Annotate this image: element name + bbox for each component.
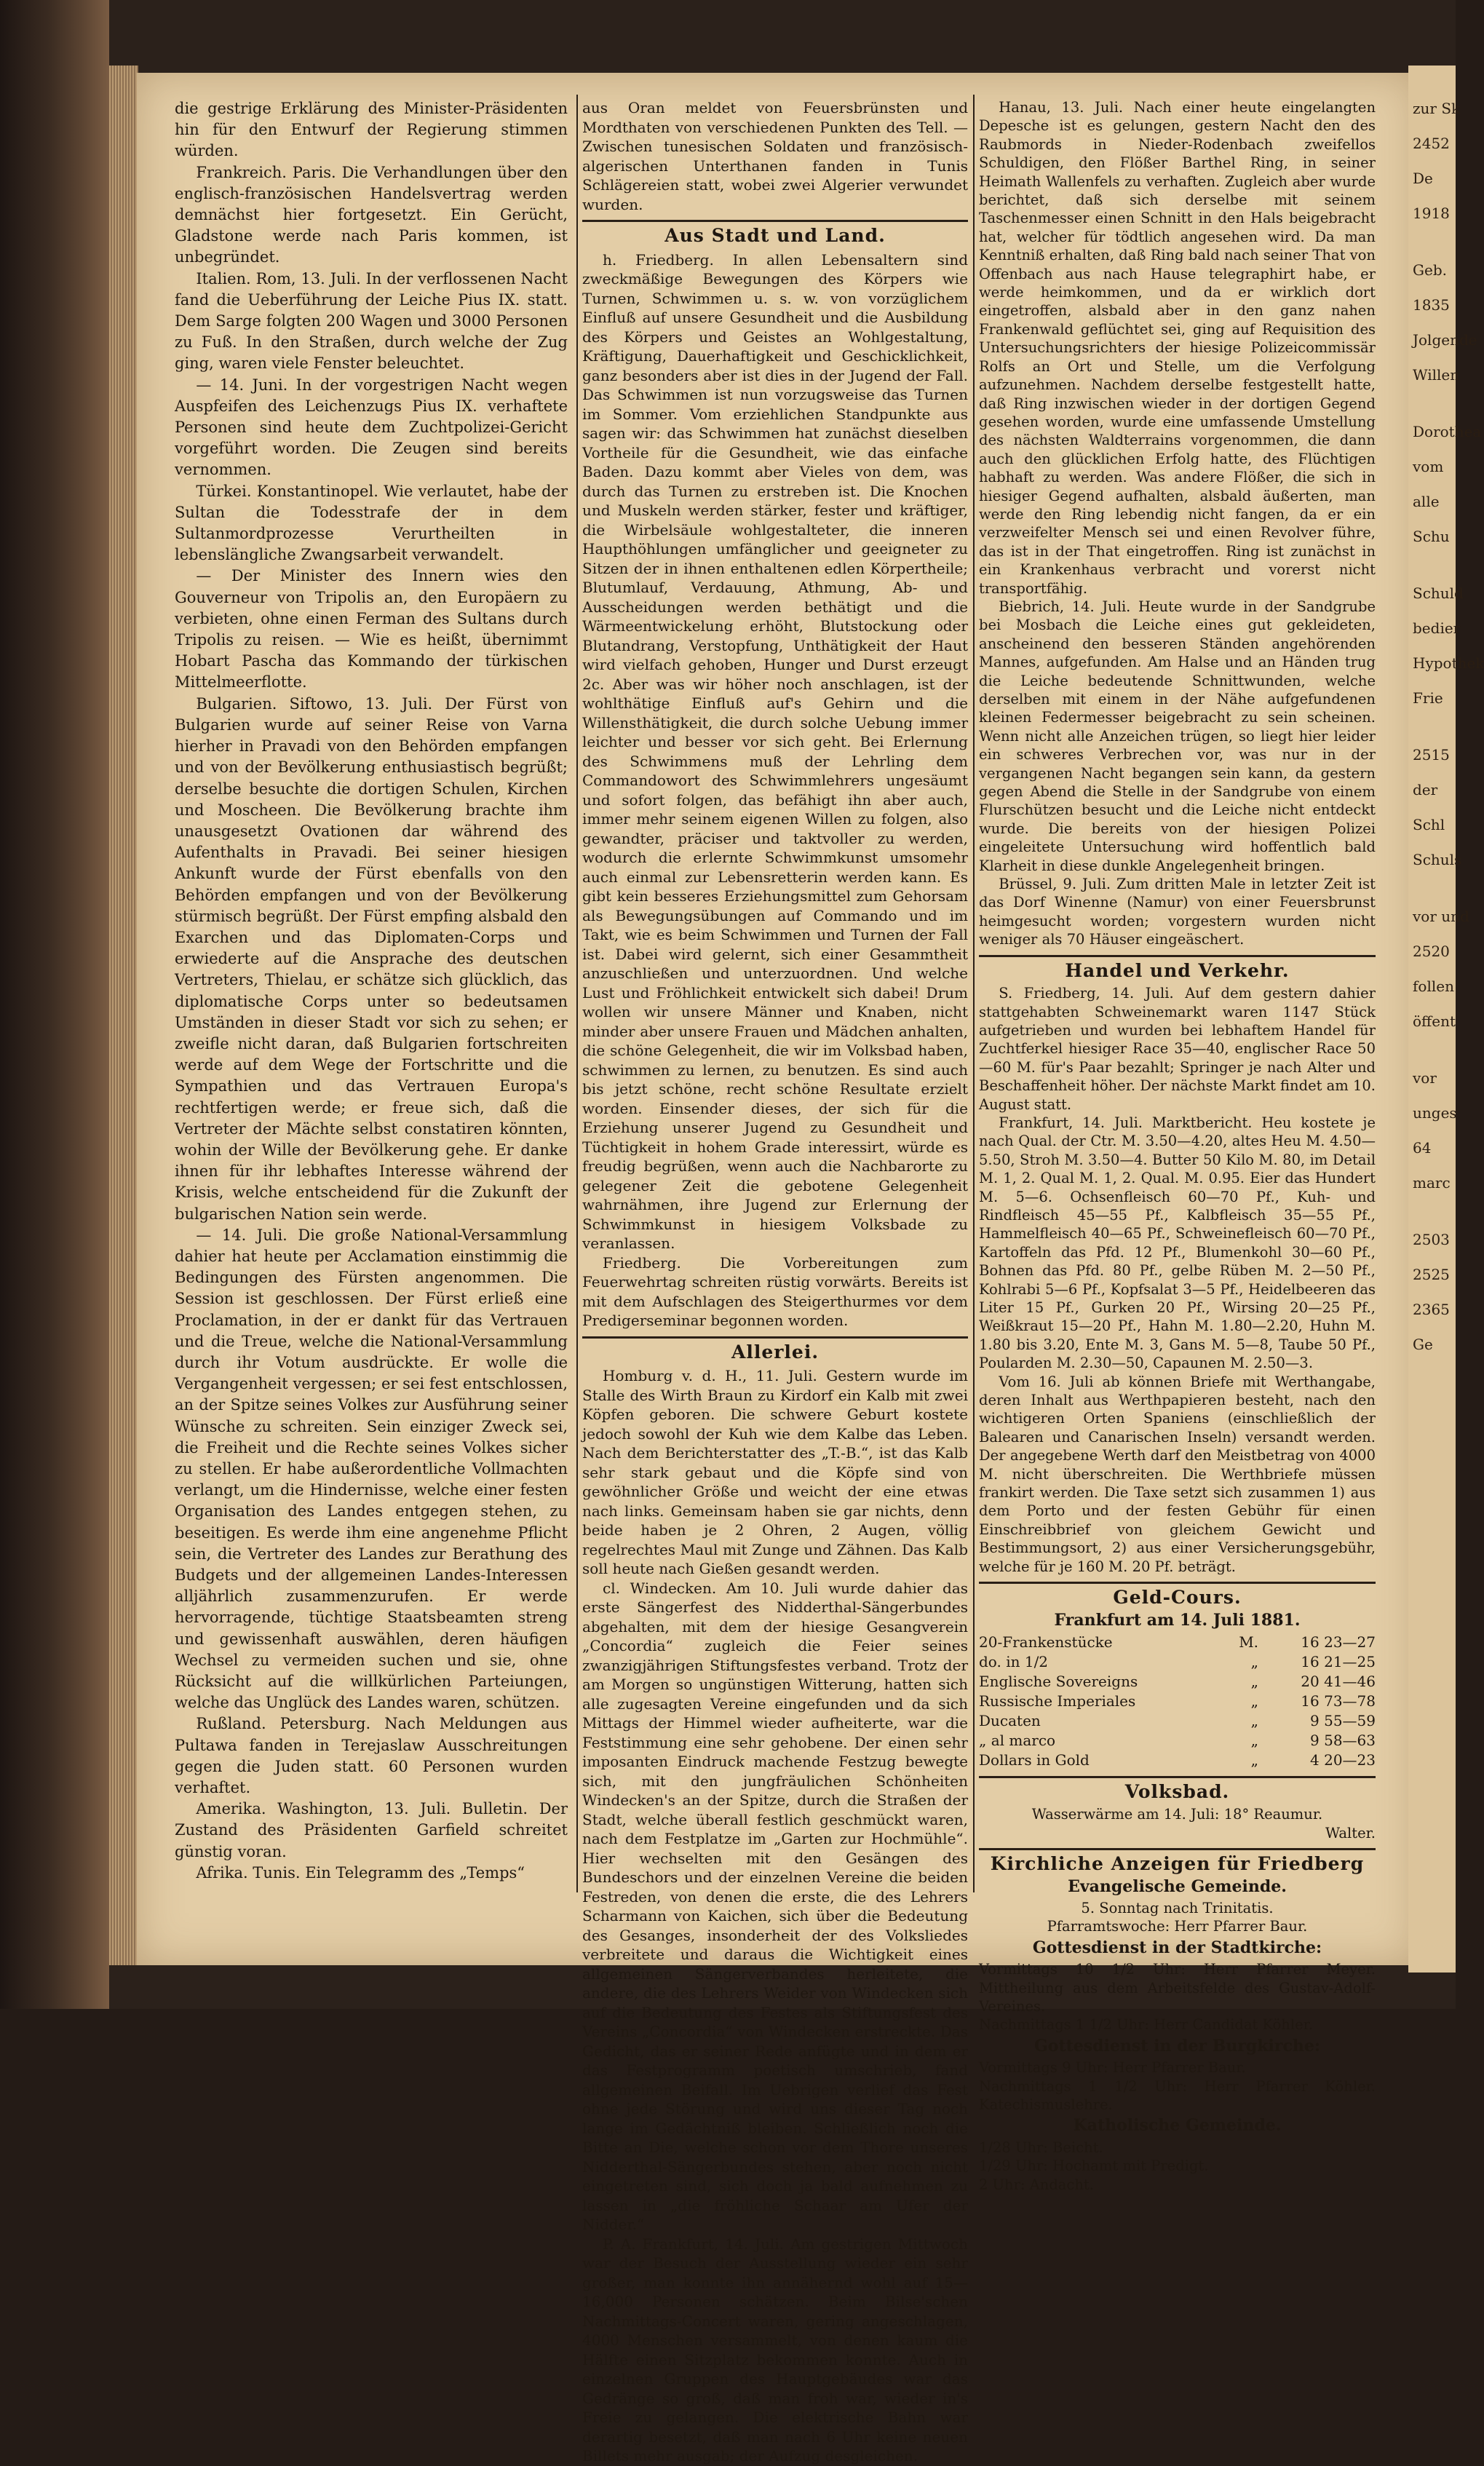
edge-fragment: alle <box>1413 493 1440 510</box>
service-line: Vormittags 9 Uhr: Herr Pfarrer Baur. <box>979 2059 1246 2077</box>
service-line: 2 Uhr: Andacht. <box>979 2176 1094 2193</box>
column-regional-commerce <box>979 98 1376 2194</box>
section-heading-volksbad: Volksbad. <box>979 1776 1376 1801</box>
edge-fragment: 2365 <box>1413 1301 1450 1318</box>
edge-fragment: 2503 <box>1413 1231 1450 1248</box>
paragraph: Afrika. Tunis. Ein Telegramm des „Temps“ <box>196 1863 525 1882</box>
water-temperature: Wasserwärme am 14. Juli: 18° Reaumur. <box>1031 1806 1323 1823</box>
table-row <box>979 1692 1376 1711</box>
currency-value: 16 21—25 <box>1301 1652 1376 1670</box>
service-line: Nachmittags 1 1/2 Uhr: Herr Pfarrer Köhler. Katechismuslehre. <box>979 2077 1376 2113</box>
paragraph: die gestrige Erklärung des Minister-Präsidenten hin für den Entwurf der Regierung stimmen würden. <box>175 100 568 160</box>
edge-fragment: 2452 <box>1413 135 1450 152</box>
paragraph: S. Friedberg, 14. Juli. Auf dem gestern dahier stattgehabten Schweinemarkt waren 1147 Stück aufgetrieben und wurden bei lebhaftem Handel für Zuchtferkel hiesiger Race 35—40, englischer Race 50—60 M. für's Paar bezahlt; Springer je nach Alter und Beschaffenheit höher. Der nächste Markt findet am 10. August statt. <box>979 985 1376 1113</box>
paragraph: cl. Windecken. Am 10. Juli wurde dahier das erste Sängerfest des Nidderthal-Sängerbundes abgehalten, mit dem der hiesige Gesangverein „Concordia“ zugleich die Feier seines zwanzigjährigen Stiftungsfestes verband. Trotz der am Morgen so ungünstigen Witterung, hatten sich alle zugesagten Vereine eingefunden und da sich Mittags der Himmel wieder aufheiterte, war die Feststimmung eine sehr gehobene. Der einen sehr imposanten Eindruck machende Festzug bewegte sich, mit den jungfräulichen Schönheiten Windecken's an der Spitze, durch die Straßen der Stadt, welche überall festlich geschmückt waren, nach dem Festplatze im „Garten zur Hochmühle“. Hier wechselten mit den Gesängen des Bundeschors und der einzelnen Vereine die beiden Festreden, von denen die erste, die des Lehrers Scharmann von Kaichen, sich über die Bedeutung des Gesanges, insonderheit der des Volksliedes verbreitete und daraus die Wichtigkeit eines allgemeinen Sängerverbandes herleitete, die andere, die des Lehrers Weider von Windecken sich auf die Bedeutung des Festes als Stiftungsfest des Vereins „Concordia“ von Windecken erstreckte. Das Gedicht, das er seiner Rede anfügte und in dem er das Festprogramm poetisch umschrieb, fand allgemeinen Beifall. Im Uebrigen verlief das Fest ohne jede Störung und wird uns dieser Tag noch lange im Gedächtniß bleiben. Schließlich noch die Bitte an Die, welche schon vor dem Thore unseres Nidderthal-Sängerbundes stehen, aber noch nicht eingetreten sind, sich doch ja bald aufnehmen zu lassen in „die fröhliche Schaar am Ufer der Nidder.“ <box>582 1579 968 2233</box>
column-rule-1 <box>576 95 578 1892</box>
edge-fragment: Willen <box>1413 366 1460 384</box>
service-line: Nachmittags 1 1/2 Uhr: Herr Candidat Köhler. <box>979 2016 1314 2034</box>
currency-unit: M. <box>1239 1633 1259 1651</box>
table-row <box>979 1633 1376 1652</box>
table-row <box>979 1652 1376 1672</box>
pastor-week: Pfarramtswoche: Herr Pfarrer Baur. <box>1047 1918 1308 1935</box>
section-heading-allerlei: Allerlei. <box>582 1336 968 1363</box>
adjacent-page-edge <box>1408 66 1484 1973</box>
book-binding <box>0 0 109 2009</box>
section-heading-geld-cours: Geld-Cours. <box>979 1582 1376 1606</box>
currency-unit: „ <box>1250 1751 1259 1769</box>
exchange-rate-table <box>979 1633 1376 1770</box>
service-line: 1/28 Uhr: Beicht. <box>979 2138 1103 2156</box>
edge-fragment: öffent <box>1413 1012 1456 1030</box>
paragraph: Italien. Rom, 13. Juli. In der verflossenen Nacht fand die Ueberführung der Leiche Pius IX. statt. Dem Sarge folgten 200 Wagen und 3000 Personen zu Fuß. In den Straßen, durch welche der Zug ging, waren viele Fenster beleuchtet. <box>175 269 568 373</box>
paragraph: Frankfurt, 14. Juli. Marktbericht. Heu kostete je nach Qual. der Ctr. M. 3.50—4.20, altes Heu M. 4.50—5.50, Stroh M. 3.50—4. Butter 50 Kilo M. 80, im Detail M. 1, 2. Qual M. 1, 2. Qual. M. 0.95. Eier das Hundert M. 5—6. Ochsenfleisch 60—70 Pf., Kuh- und Rindfleisch 45—55 Pf., Kalbfleisch 35—55 Pf., Hammelfleisch 40—65 Pf., Schweinefleisch 60—70 Pf., Kartoffeln das Pfd. 12 Pf., Blumenkohl 30—60 Pf., Bohnen das Pfd. 80 Pf., gelbe Rüben M. 2—50 Pf., Kohlrabi 5—6 Pf., Kopfsalat 3—5 Pf., Heidelbeeren das Liter 15 Pf., Gurken 20 Pf., Wirsing 20—25 Pf., Weißkraut 15—20 Pf., Hahn M. 1.80—2.20, Huhn M. 1.80 bis 3.20, Ente M. 3, Gans M. 5—8, Taube 50 Pf., Poularden M. 2.30—50, Capaunen M. 2.50—3. <box>979 1114 1376 1372</box>
edge-fragment: 1835 <box>1413 296 1450 314</box>
edge-fragment: der <box>1413 781 1438 798</box>
catholic-heading: Katholische Gemeinde. <box>1073 2116 1282 2136</box>
paragraph: Vom 16. Juli ab können Briefe mit Werthangabe, deren Inhalt aus Werthpapieren besteht, nach den wichtigeren Orten Spaniens (einschließlich der Balearen und Canarischen Inseln) versandt werden. Der angegebene Werth darf den Meistbetrag von 4000 M. nicht überschreiten. Die Werthbriefe müssen frankirt werden. Die Taxe setzt sich zusammen 1) aus dem Porto und der festen Gebühr für einen Einschreibbrief von gleichem Gewicht und Bestimmungsort, 2) aus einer Versicherungsgebühr, welche für je 160 M. 20 Pf. beträgt. <box>979 1373 1376 1575</box>
currency-label: Russische Imperiales <box>979 1692 1136 1710</box>
edge-fragment: bedier <box>1413 619 1461 637</box>
column-politics <box>175 98 568 1884</box>
currency-value: 20 41—46 <box>1301 1672 1376 1690</box>
paragraph: aus Oran meldet von Feuersbrünsten und Mordthaten von verschiedenen Punkten des Tell. — Zwischen tunesischen Soldaten und französisch-algerischen Unterthanen fanden in Tunis Schlägereien statt, wobei zwei Algerier verwundet wurden. <box>582 99 968 213</box>
paragraph: Türkei. Konstantinopel. Wie verlautet, habe der Sultan die Todesstrafe der in dem Sultanmordprozesse Verurtheilten in lebenslängliche Zwangsarbeit verwandelt. <box>175 482 568 564</box>
paragraph: h. Friedberg. In allen Lebensaltern sind zweckmäßige Bewegungen des Körpers wie Turnen, Schwimmen u. s. w. von vorzüglichem Einfluß auf unsere Gesundheit und die Ausbildung des Körpers und Geistes an Wohlgestaltung, Kräftigung, Dauerhaftigkeit und Geschicklichkeit, ganz besonders aber ist dies in der Jugend der Fall. Das Schwimmen ist nun vorzugsweise das Turnen im Sommer. Vom erziehlichen Standpunkte aus sagen wir: das Schwimmen hat zunächst dieselben Vortheile für die Gesundheit, wie das einfache Baden. Dazu kommt aber Vieles von dem, was durch das Turnen zu erstreben ist. Die Knochen und Muskeln werden stärker, fester und kräftiger, die Wirbelsäule wohlgestalteter, die inneren Haupthöhlungen umfänglicher und geeigneter zu Sitzen der in ihnen enthaltenen edlen Körpertheile; Blutumlauf, Verdauung, Athmung, Ab- und Ausscheidungen werden bethätigt und die Wärmeentwickelung erhöht, Blutstockung oder Blutandrang, Verstopfung, Unthätigkeit der Haut wird vielfach gehoben, Hunger und Durst erzeugt 2c. Aber was wir höher noch anschlagen, ist der wohlthätige Einfluß auf's Gehirn und die Willensthätigkeit, die durch solche Uebung immer leichter und besser vor sich geht. Bei Erlernung des Schwimmens muß der Lehrling dem Commandowort des Schwimmlehrers ungesäumt und sofort folgen, das befähigt ihn aber auch, immer mehr seinem eigenen Willen zu folgen, also gewandter, präciser und taktvoller zu werden, wodurch die erlernte Schwimmkunst umsomehr auch einmal zur Lebensretterin werden kann. Es gibt kein besseres Erziehungsmittel zum Gehorsam als Bewegungsübungen auf Commando und im Takt, wie es beim Schwimmen und Turnen der Fall ist. Dabei wird gelernt, sich einer Gesammtheit anzuschließen und unterzuordnen. Und welche Lust und Fröhlichkeit entwickelt sich dabei! Drum wollen wir unsere Männer und Knaben, nicht minder aber unsere Frauen und Mädchen anhalten, die schöne Gelegenheit, die wir im Volksbad haben, schwimmen zu lernen, zu benutzen. Es sind auch bis jetzt schöne, recht schöne Resultate erzielt worden. Einsender dieses, der sich für die Erziehung unserer Jugend zu Gesundheit und Tüchtigkeit in hohem Grade interessirt, würde es freudig begrüßen, wenn auch die Nachbarorte zu gelegener Zeit die gebotene Gelegenheit wahrnähmen, ihre Jugend zur Erlernung der Schwimmkunst in hiesigem Volksbade zu veranlassen. <box>582 250 968 1252</box>
edge-fragment: Frie <box>1413 689 1443 707</box>
paragraph: — 14. Juni. In der vorgestrigen Nacht wegen Auspfeifen des Leichenzugs Pius IX. verhaftete Personen sind heute dem Zuchtpolizei-Gericht vorgeführt worden. Die Zeugen sind bereits vernommen. <box>175 376 568 479</box>
edge-fragment: vor und <box>1413 908 1469 925</box>
currency-unit: „ <box>1250 1652 1259 1670</box>
exchange-date: Frankfurt am 14. Juli 1881. <box>1054 1610 1301 1630</box>
currency-value: 9 55—59 <box>1310 1711 1376 1729</box>
edge-fragment: Schl <box>1413 816 1445 833</box>
sunday-name: 5. Sonntag nach Trinitatis. <box>1081 1899 1274 1916</box>
edge-fragment: Hypothek <box>1413 654 1484 672</box>
currency-label: Englische Sovereigns <box>979 1672 1138 1690</box>
section-heading-aus-stadt-und-land: Aus Stadt und Land. <box>582 220 968 246</box>
paragraph: Bulgarien. Siftowo, 13. Juli. Der Fürst von Bulgarien wurde auf seiner Reise von Varna hierher in Pravadi von den Behörden empfangen und von der Bevölkerung enthusiastisch begrüßt; derselbe besuchte die dortigen Schulen, Kirchen und Moscheen. Die Bevölkerung brachte ihm unausgesetzt Ovationen dar während des Aufenthalts in Pravadi. Bei seiner hiesigen Ankunft wurde der Fürst ebenfalls von den Behörden empfangen und von der Bevölkerung stürmisch begrüßt. Der Fürst empfing alsbald den Exarchen und das Diplomaten-Corps und erwiederte auf die Ansprache des deutschen Vertreters, Thielau, er schätze sich glücklich, das diplomatische Corps unter so bedeutsamen Umständen in dieser Stadt vor sich zu sehen; er zweifle nicht daran, daß Bulgarien fortschreiten werde auf dem Wege der Fortschritte und die Sympathien und das Vertrauen Europa's rechtfertigen werde; er freue sich, daß die Vertreter der Mächte selbst constatiren könnten, wohin der Wille der Bevölkerung gehe. Er danke ihnen für ihr lebhaftes Interesse während der Krisis, welche entscheidend für die Zukunft der bulgarischen Nation sein werde. <box>175 694 568 1223</box>
edge-fragment: Ge <box>1413 1336 1433 1353</box>
paragraph: Rußland. Petersburg. Nach Meldungen aus Pultawa fanden in Terejaslaw Ausschreitungen gegen die Juden statt. 60 Personen wurden verhaftet. <box>175 1715 568 1797</box>
paragraph: Frankreich. Paris. Die Verhandlungen über den englisch-französischen Handelsvertrag werden demnächst hier fortgesetzt. Ein Gerücht, Gladstone werde nach Paris kommen, ist unbegründet. <box>175 163 568 266</box>
edge-fragment: Schuls <box>1413 851 1462 868</box>
table-row <box>979 1711 1376 1731</box>
column-local-news <box>582 98 968 2466</box>
edge-fragment: 2525 <box>1413 1266 1450 1283</box>
table-row <box>979 1731 1376 1751</box>
edge-fragment: Schu <box>1413 528 1450 545</box>
currency-value: 9 58—63 <box>1310 1731 1376 1749</box>
burgkirche-heading: Gottesdienst in der Burgkirche: <box>1033 2036 1320 2055</box>
currency-unit: „ <box>1250 1711 1259 1729</box>
currency-unit: „ <box>1250 1692 1259 1710</box>
section-heading-kirchliche-anzeigen: Kirchliche Anzeigen für Friedberg <box>979 1848 1376 1873</box>
currency-value: 4 20—23 <box>1310 1751 1376 1769</box>
currency-label: Ducaten <box>979 1711 1041 1729</box>
paragraph: P. A. Frankfurt, 14. Juli. Am gestrigen Mittwoch war der Besuch der Ausstellung wieder ein sehr großer, man konnte ihn annähernd wohl auf 15—16,000 Personen schätzen. Beim Bilse'schen Nachmittags-Concert waren, gering angeschlagen, 4000 Menschen versammelt, von denen kaum die Hälfte einen Sitzplatz bekommen konnte. Auch in einzelnen Gruppen des Hauptgebäudes war das Gedränge so groß, daß man froh war, wieder in's Freie zu gelangen. Die elektrische Bahn war derartig besetzt, daß man nach 6 Uhr keine neuen Billets mehr ausgab; der Aufzug desgleichen. <box>582 2235 968 2465</box>
currency-unit: „ <box>1250 1731 1259 1749</box>
stadtkirche-heading: Gottesdienst in der Stadtkirche: <box>1032 1938 1322 1957</box>
edge-fragment: 1918 <box>1413 205 1450 222</box>
edge-fragment: unges <box>1413 1104 1457 1122</box>
paragraph: Biebrich, 14. Juli. Heute wurde in der Sandgrube bei Mosbach die Leiche eines gut gekleideten, anscheinend den besseren Ständen angehörenden Mannes, aufgefunden. Am Halse und an Händen trug die Leiche bedeutende Schnittwunden, welche derselben mit einem in der Nähe aufgefundenen kleinen Federmesser beigebracht zu sein scheinen. Wenn nicht alle Anzeichen trügen, so liegt hier leider ein schweres Verbrechen vor, was nur in der vergangenen Nacht begangen sein kann, da gestern gegen Abend die Stelle in der Sandgrube von einem Flurschützen besucht und die Leiche nicht entdeckt wurde. Die bereits von der hiesigen Polizei eingeleitete Untersuchung wird hoffentlich bald Klarheit in diese dunkle Angelegenheit bringen. <box>979 598 1376 874</box>
paragraph: — 14. Juli. Die große National-Versammlung dahier hat heute per Acclamation einstimmig die Bedingungen des Fürsten angenommen. Die Session ist geschlossen. Der Fürst erließ eine Proclamation, in der er dankt für das Vertrauen und die Treue, welche die National-Versammlung durch ihr Votum ausdrückte. Er wolle die Vergangenheit vergessen; er sei fest entschlossen, an der Spitze seines Volkes zur Ausführung seiner Wünsche zu schreiten. Sein einziger Zweck sei, die Freiheit und die Rechte seines Volkes sicher zu stellen. Er habe außerordentliche Vollmachten verlangt, um die Hindernisse, welche einer festen Organisation des Landes entgegen stehen, zu beseitigen. Es werde ihm eine angenehme Pflicht sein, die Vertreter des Landes zur Berathung des Budgets und der allgemeinen Landes-Interessen alljährlich zusammenzurufen. Er werde hervorragende, tüchtige Staatsbeamten streng und gewissenhaft auswählen, deren häufigen Wechsel zu vermeiden suchen und sie, ohne Rücksicht auf die willkürlichen Parteiungen, welche das Unglück des Landes waren, schützen. <box>175 1226 568 1712</box>
service-line: 1/29 Uhr: Hochamt mit Predigt. <box>979 2157 1209 2175</box>
edge-fragment: De <box>1413 170 1433 187</box>
edge-fragment: Geb. <box>1413 261 1447 279</box>
edge-fragment: marc <box>1413 1174 1451 1192</box>
page-edges <box>109 66 138 1965</box>
paragraph: Homburg v. d. H., 11. Juli. Gestern wurde im Stalle des Wirth Braun zu Kirdorf ein Kalb mit zwei Köpfen geboren. Die schwere Geburt kostete jedoch sowohl der Kuh wie dem Kalbe das Leben. Nach dem Berichterstatter des „T.-B.“, ist das Kalb sehr stark gebaut und die Köpfe sind von gewöhnlicher Größe und weicht der eine etwas nach links. Gemeinsam haben sie gar nichts, denn beide haben je 2 Ohren, 2 Augen, völlig regelrechtes Maul mit Zunge und Zähnen. Das Kalb soll heute nach Gießen gesandt werden. <box>582 1367 968 1577</box>
currency-unit: „ <box>1250 1672 1259 1690</box>
edge-fragment: Schuld <box>1413 584 1464 602</box>
section-heading-handel: Handel und Verkehr. <box>979 955 1376 980</box>
edge-fragment: Dorothea <box>1413 423 1482 440</box>
paragraph: Brüssel, 9. Juli. Zum dritten Male in letzter Zeit ist das Dorf Winenne (Namur) von einer Feuersbrunst heimgesucht worden; vorgestern wurden nicht weniger als 70 Häuser eingeäschert. <box>979 876 1376 948</box>
paragraph: Amerika. Washington, 13. Juli. Bulletin. Der Zustand des Präsidenten Garfield schreitet günstig voran. <box>175 1800 568 1860</box>
paragraph: Friedberg. Die Vorbereitungen zum Feuerwehrtag schreiten rüstig vorwärts. Bereits ist mit dem Aufschlagen des Steigerthurmes vor dem Predigerseminar begonnen worden. <box>582 1253 968 1329</box>
currency-value: 16 23—27 <box>1301 1633 1376 1651</box>
edge-fragment: zur Sk <box>1413 100 1461 117</box>
edge-fragment: 2520 <box>1413 943 1450 960</box>
edge-fragment: 2515 <box>1413 746 1450 764</box>
table-row <box>979 1672 1376 1692</box>
currency-label: Dollars in Gold <box>979 1751 1090 1769</box>
evangelical-heading: Evangelische Gemeinde. <box>1068 1876 1287 1896</box>
currency-label: 20-Frankenstücke <box>979 1633 1113 1651</box>
service-line: Vormittags 10 1/2 Uhr: Herr Pfarrer Meyer. Mittheilung aus dem Arbeitsfelde des Gustav-Adolf-Vereines. <box>979 1961 1376 2015</box>
edge-fragment: vom <box>1413 458 1444 475</box>
signature: Walter. <box>1325 1824 1376 1841</box>
edge-fragment: vor <box>1413 1069 1437 1087</box>
paragraph: — Der Minister des Innern wies den Gouverneur von Tripolis an, den Europäern zu verbieten, ohne einen Ferman des Sultans durch Tripolis zu reisen. — Wie es heißt, übernimmt Hobart Pascha das Kommando der türkischen Mittelmeerflotte. <box>175 567 568 691</box>
edge-fragment: follen <box>1413 978 1454 995</box>
currency-label: „ al marco <box>979 1731 1056 1749</box>
currency-label: do. in 1/2 <box>979 1652 1049 1670</box>
currency-value: 16 73—78 <box>1301 1692 1376 1710</box>
column-rule-2 <box>973 95 975 1892</box>
edge-fragment: Jolgende <box>1413 331 1477 349</box>
edge-fragment: 64 <box>1413 1139 1432 1157</box>
paragraph: Hanau, 13. Juli. Nach einer heute eingelangten Depesche ist es gelungen, gestern Nacht den des Raubmords in Nieder-Rodenbach zweifellos Schuldigen, den Flößer Barthel Ring, in seiner Heimath Wallenfels zu verhaften. Zugleich aber wurde berichtet, daß sich derselbe mit seinem Taschenmesser einen Schnitt in den Hals beigebracht hat, welcher für tödtlich angesehen wird. Da man Kenntniß erhalten, daß Ring bald nach seiner That von Offenbach aus nach Hause telegraphirt habe, er werde heimkommen, und da er wirklich dort eingetroffen, alsbald aber in den ganz nahen Frankenwald geflüchtet sei, ging auf Requisition des Untersuchungsrichters der hiesige Polizeicommissär Rolfs an Ort und Stelle, um die Verfolgung aufzunehmen. Nachdem derselbe festgestellt hatte, daß Ring inzwischen wieder in der dortigen Gegend gesehen worden, wurde eine umfassende Umstellung des nächsten Waldterrains vorgenommen, die dann auch den glücklichen Erfolg hatte, des Flüchtigen habhaft zu werden. Was andere Flößer, die sich in hiesiger Gegend aufhalten, alsbald äußerten, man werde den Ring lebendig nicht fangen, da er ein verzweifelter Mensch sei und einen Revolver führe, das ist in der That eingetroffen. Ring ist zunächst in ein Krankenhaus verbracht und vorerst nicht transportfähig. <box>979 99 1376 597</box>
table-row <box>979 1751 1376 1770</box>
